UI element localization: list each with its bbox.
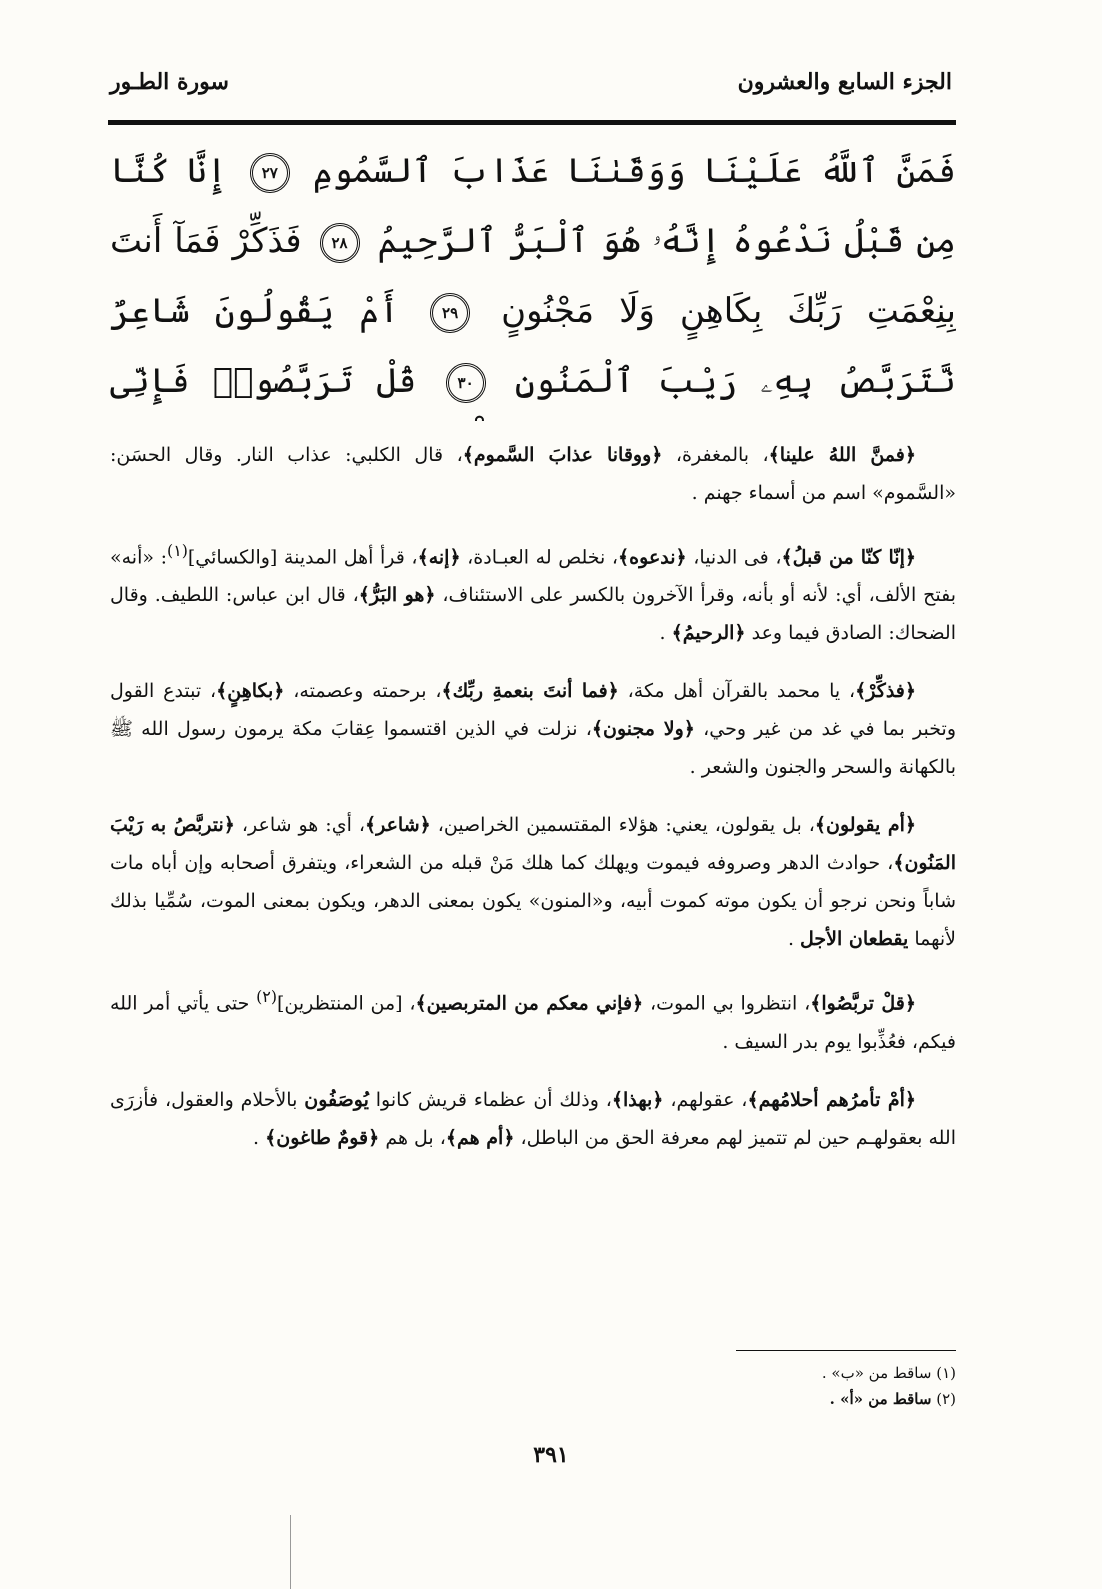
text: ، [من المنتظرين]	[277, 992, 416, 1015]
text: ، برحمته وعصمته،	[284, 680, 442, 703]
verse-29-text: فَذَكِّرْ فَمَآ أَنتَ بِنِعْمَتِ رَبِّكَ بِكَاهِنٍ وَلَا مَجْنُونٍ	[110, 221, 956, 331]
footnote-ref: (١)	[167, 541, 188, 560]
quote: ﴿فإني معكم من المتربصين﴾	[415, 992, 644, 1015]
text: ، بالمغفرة،	[662, 444, 769, 466]
tafsir-commentary	[110, 436, 956, 1336]
text: ، نخلص له العبـادة،	[460, 546, 619, 569]
commentary-paragraph-6	[110, 1081, 956, 1157]
quote: ﴿نتربَّصُ به رَيْبَ المَنُون﴾	[110, 814, 956, 875]
commentary-paragraph-5	[110, 978, 956, 1060]
footnote-text: ساقط من «أ» .	[829, 1390, 932, 1408]
verse-31-text: قُلْ تَرَبَّصُوا۟ فَإِنِّى	[110, 361, 417, 401]
verse-28-text: إِنَّا كُنَّا مِن قَبْلُ نَدْعُوهُ إِنَّهُۥ هُوَ ٱلْبَرُّ ٱلرَّحِيمُ	[110, 151, 956, 261]
scan-artifact-line	[290, 1515, 291, 1589]
footnote-2	[610, 1386, 956, 1412]
quote: ﴿ووقانا عذابَ السَّموم﴾	[462, 444, 663, 466]
quote: ﴿فما أنتَ بنعمةِ ربِّك﴾	[441, 680, 619, 703]
footnote-rule	[736, 1350, 956, 1351]
bold-phrase: يقطعان الأجل	[800, 928, 909, 951]
quote: ﴿الرحيمُ﴾	[671, 622, 746, 645]
quote: ﴿شاعر﴾	[364, 814, 431, 837]
quote: ﴿أمْ تأمرُهم أحلامُهم﴾	[747, 1088, 916, 1111]
verse-30-number: ٣٠	[446, 363, 486, 403]
text: ، قال الكلبي: عذاب النار. وقال الحسَن: «السَّموم» اسم من أسماء جهنم .	[110, 444, 956, 504]
text: ، وذلك أن عظماء قريش كانوا	[368, 1088, 612, 1111]
page-number: ٣٩١	[533, 1442, 569, 1468]
footnote-text: ساقط من «ب» .	[821, 1364, 932, 1382]
text: بالأحلام والعقول، فأزرَى الله بعقولهـم حين لم تتميز لهم معرفة الحق من الباطل،	[110, 1088, 956, 1149]
page-header	[110, 62, 952, 102]
verse-29-number: ٢٩	[430, 293, 470, 333]
text: ، انتظروا بي الموت،	[643, 992, 811, 1015]
quote: ﴿هو البَرُّ﴾	[358, 584, 436, 607]
text: ، قال ابن عباس: اللطيف. وقال الضحاك: الصادق فيما وعد	[110, 584, 956, 645]
quote: ﴿ندعوه﴾	[618, 546, 687, 569]
footnote-ref: (٢)	[256, 987, 277, 1007]
quote: ﴿بهذا﴾	[611, 1088, 664, 1111]
text: حتى يأتي أمر الله فيكم، فعُذِّبوا يوم بدر السيف .	[110, 992, 956, 1053]
text: ، بل يقولون، يعني: هؤلاء المقتسمين الخراصين،	[430, 814, 815, 837]
quote: ﴿قلْ تربَّصُوا﴾	[810, 992, 916, 1015]
verse-30-text: أَمْ يَقُولُونَ شَاعِرٌ نَّتَرَبَّصُ بِهِۦ رَيْبَ ٱلْمَنُونِ	[110, 291, 956, 401]
header-rule	[108, 120, 956, 125]
text: ، حوادث الدهر وصروفه فيموت ويهلك كما هلك مَنْ قبله من الشعراء، ويتفرق أصحابه وإن أباه مات شاباً ونحن نرجو أن يكون موته كموت أبيه، و«المنون» يكون بمعنى الدهر، ويكون بمعنى الموت، سُمِّيا بذلك لأنهما	[110, 852, 956, 951]
text: : «أنه» بفتح الألف، أي: لأنه أو بأنه، وقرأ الآخرون بالكسر على الاستئناف،	[110, 546, 956, 607]
commentary-paragraph-4	[110, 806, 956, 958]
verse-27-number: ٢٧	[250, 153, 290, 193]
text: ، تبتدع القول وتخبر بما في غد من غير وحي،	[110, 680, 956, 741]
footnote-1	[610, 1360, 956, 1386]
text: ، بل هم	[379, 1126, 446, 1149]
juz-title: الجزء السابع والعشرون	[737, 69, 952, 95]
quran-verses	[110, 136, 956, 421]
text: .	[659, 622, 672, 645]
commentary-paragraph-3	[110, 672, 956, 786]
commentary-paragraph-2	[110, 532, 956, 652]
text: ، فى الدنيا،	[686, 546, 782, 569]
quote: ﴿فمنَّ اللهُ علينا﴾	[768, 444, 916, 466]
text: ، يا محمد بالقرآن أهل مكة،	[618, 680, 856, 703]
verse-27-text: فَمَنَّ ٱللَّهُ عَلَيْنَا وَوَقَىٰنَا عَذَابَ ٱلسَّمُومِ	[312, 151, 956, 191]
quote: ﴿إنّا كنّا من قبلُ﴾	[781, 546, 917, 569]
text: ، قرأ أهل المدينة [والكسائي]	[187, 546, 418, 569]
quote: ﴿قومٌ طاغون﴾	[265, 1126, 380, 1149]
quote: ﴿أم يقولون﴾	[814, 814, 916, 837]
text: .	[787, 928, 801, 951]
quote: ﴿فذكِّرْ﴾	[855, 680, 917, 703]
footnote-number: (٢)	[936, 1390, 956, 1408]
text: ، نزلت في الذين اقتسموا عِقابَ مكة يرمون رسول الله ﷺ بالكهانة والسحر والجنون والشعر .	[110, 718, 956, 779]
quote: ﴿أم هم﴾	[445, 1126, 515, 1149]
bold-phrase: يُوصَفُون	[304, 1088, 369, 1111]
footnote-number: (١)	[936, 1364, 956, 1382]
text: .	[253, 1126, 266, 1149]
quote: ﴿بكاهِنٍ﴾	[216, 680, 285, 703]
verse-28-number: ٢٨	[320, 223, 360, 263]
quote: ﴿ولا مجنون﴾	[591, 718, 695, 741]
commentary-paragraph-1	[110, 436, 956, 512]
quote: ﴿إنه﴾	[417, 546, 461, 569]
text: ، عقولهم،	[663, 1088, 748, 1111]
surah-title: سورة الطـور	[110, 69, 229, 95]
text: ، أي: هو شاعر،	[234, 814, 365, 837]
footnotes	[610, 1360, 956, 1412]
